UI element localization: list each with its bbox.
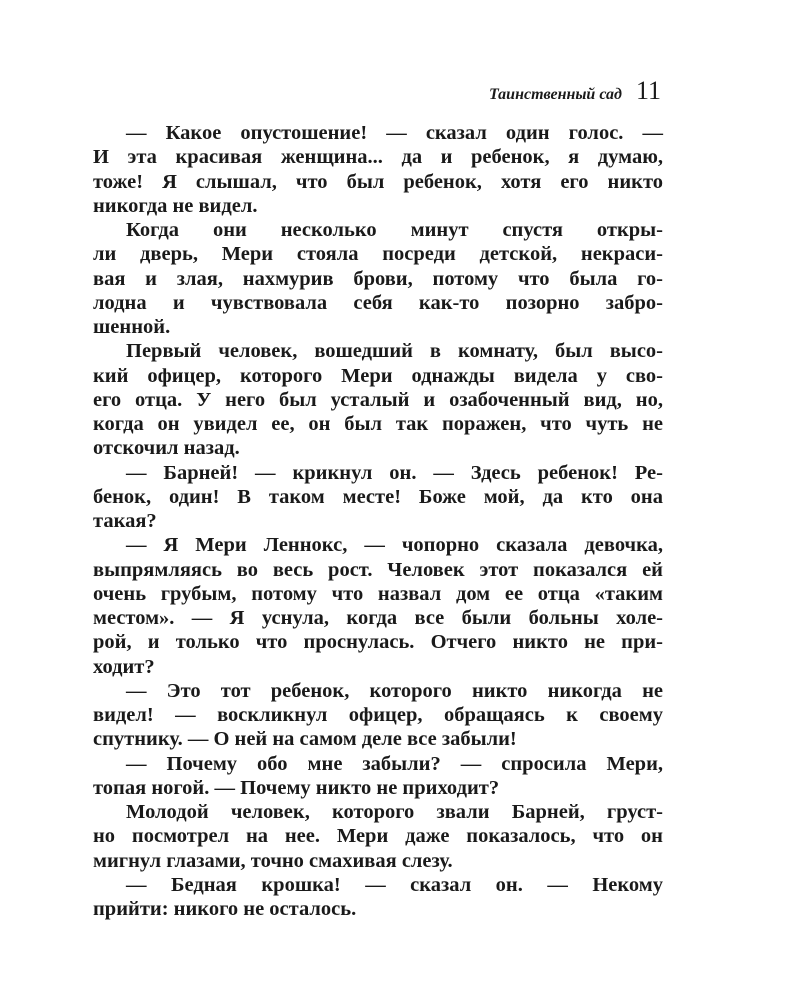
running-title: Таинственный сад [488, 86, 622, 103]
text-line: прийти: никого не осталось. [93, 898, 357, 920]
text-line: такая? [93, 510, 157, 532]
text-line: кий офицер, которого Мери однажды видела у сво- [93, 364, 663, 387]
text-line: его отца. У него был усталый и озабоченный вид, но, [93, 388, 663, 411]
text-line: тоже! Я слышал, что был ребенок, хотя его никто [93, 170, 663, 193]
text-line: когда он увидел ее, он был так поражен, что чуть не [93, 413, 663, 435]
text-line: И эта красивая женщина... да и ребенок, я думаю, [93, 146, 663, 169]
text-line: — Это тот ребенок, которого никто никогда не [126, 679, 663, 702]
text-line: Когда они несколько минут спустя откры- [126, 219, 663, 241]
text-line: но посмотрел на нее. Мери даже показалось, что он [93, 825, 663, 848]
text-line: — Барней! — крикнул он. — Здесь ребенок! Ре- [126, 461, 663, 484]
text-line: видел! — воскликнул офицер, обращаясь к своему [93, 704, 663, 726]
text-line: — Какое опустошение! — сказал один голос. — [126, 122, 663, 144]
text-line: спутнику. — О ней на самом деле все забыли! [93, 728, 517, 751]
text-line: Первый человек, вошедший в комнату, был высо- [126, 340, 663, 363]
text-line: — Почему обо мне забыли? — спросила Мери, [126, 752, 663, 775]
text-line: вая и злая, нахмурив брови, потому что была го- [93, 267, 663, 290]
text-line: бенок, один! В таком месте! Боже мой, да кто она [93, 485, 663, 508]
text-line: очень грубым, потому что назвал дом ее отца «таким [93, 582, 663, 605]
text-line: никогда не видел. [93, 194, 258, 217]
text-line: местом». — Я уснула, когда все были больны холе- [93, 607, 663, 629]
text-line: лодна и чувствовала себя как-то позорно забро- [93, 291, 663, 314]
text-line: выпрямляясь во весь рост. Человек этот показался ей [93, 558, 663, 581]
running-head [489, 76, 661, 106]
text-line: мигнул глазами, точно смахивая слезу. [93, 849, 453, 872]
text-line: топая ногой. — Почему никто не приходит? [93, 776, 500, 799]
text-line: — Я Мери Леннокс, — чопорно сказала девочка, [126, 534, 663, 557]
text-line: Молодой человек, которого звали Барней, груст- [126, 801, 663, 823]
body-text [93, 121, 663, 921]
text-line: ли дверь, Мери стояла посреди детской, некраси- [93, 243, 663, 266]
text-line: шенной. [93, 316, 171, 338]
page-number: 11 [635, 76, 661, 105]
text-line: ходит? [93, 655, 155, 678]
text-line: отскочил назад. [93, 437, 240, 460]
text-line: — Бедная крошка! — сказал он. — Некому [126, 873, 663, 896]
text-line: рой, и только что проснулась. Отчего никто не при- [93, 631, 663, 654]
